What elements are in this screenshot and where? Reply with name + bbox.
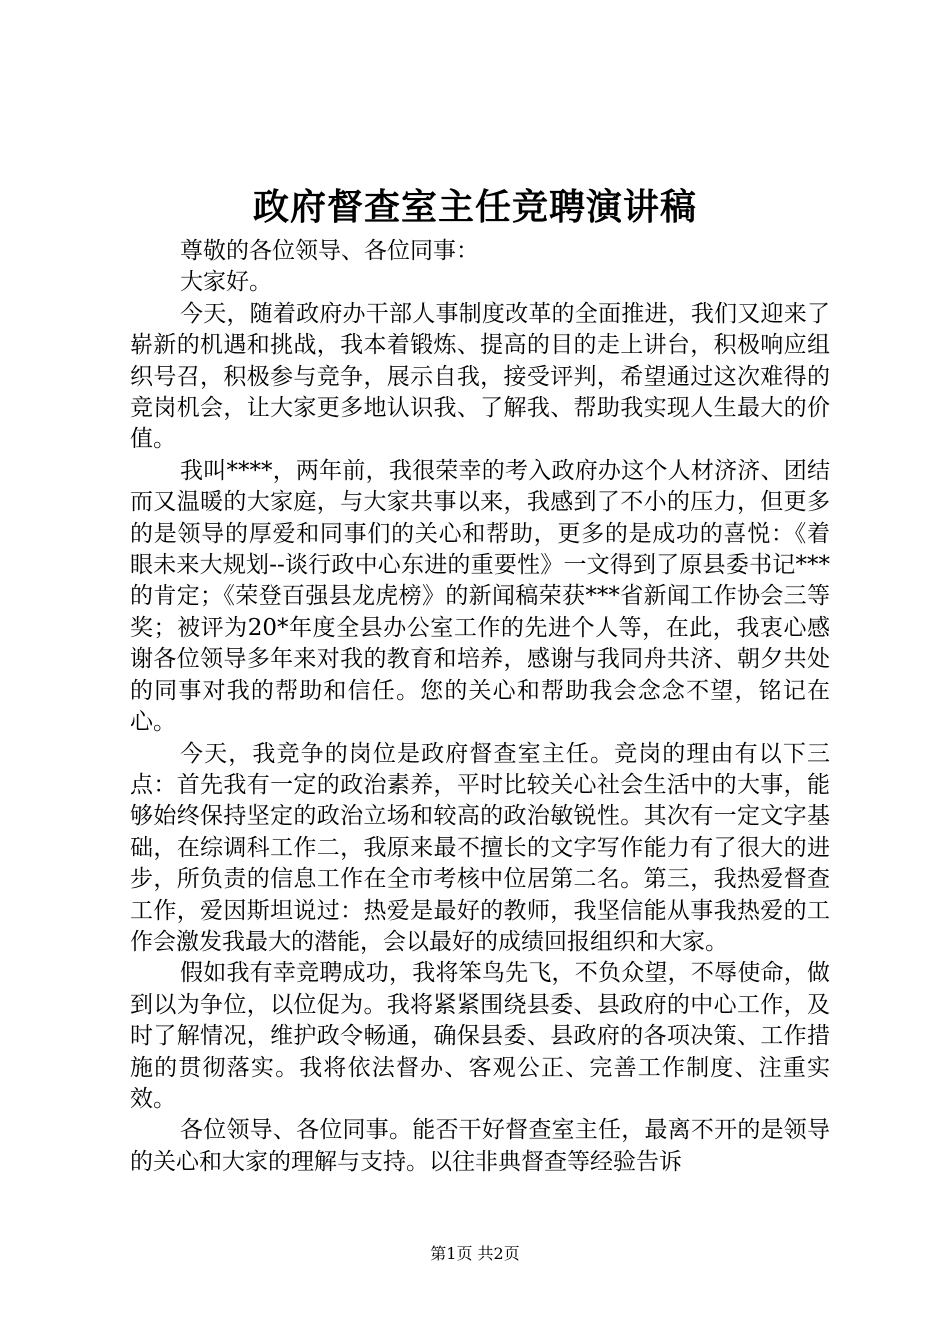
body-paragraph: 各位领导、各位同事。能否干好督查室主任，最离不开的是领导的关心和大家的理解与支持。以往非典督查等经验告诉 — [130, 1117, 830, 1175]
document-title: 政府督查室主任竞聘演讲稿 — [252, 186, 697, 228]
body-paragraph: 我叫****，两年前，我很荣幸的考入政府办这个人材济济、团结而又温暖的大家庭，与大家共事以来，我感到了不小的压力，但更多的是领导的厚爱和同事们的关心和帮助，更多的是成功的喜悦：《着眼未来大规划--谈行政中心东进的重要性》一文得到了原县委书记***的肯定；《荣登百强县龙虎榜》的新闻稿荣获***省新闻工作协会三等奖；被评为20*年度全县办公室工作的先进个人等，在此，我衷心感谢各位领导多年来对我的教育和培养，感谢与我同舟共济、朝夕共处的同事对我的帮助和信任。您的关心和帮助我会念念不望，铭记在心。 — [130, 457, 830, 736]
page-number-footer: 第1页 共2页 — [430, 1244, 520, 1263]
greeting-paragraph: 大家好。 — [180, 269, 272, 296]
salutation-paragraph: 尊敬的各位领导、各位同事： — [180, 238, 479, 264]
body-paragraph: 今天，我竞争的岗位是政府督查室主任。竞岗的理由有以下三点：首先我有一定的政治素养，平时比较关心社会生活中的大事，能够始终保持坚定的政治立场和较高的政治敏锐性。其次有一定文字基础，在综调科工作二，我原来最不擅长的文字写作能力有了很大的进步，所负责的信息工作在全市考核中位居第二名。第三，我热爱督查工作，爱因斯坦说过：热爱是最好的教师，我坚信能从事我热爱的工作会激发我最大的潜能，会以最好的成绩回报组织和大家。 — [130, 740, 830, 955]
document-body — [130, 236, 830, 1178]
body-paragraph: 今天，随着政府办干部人事制度改革的全面推进，我们又迎来了崭新的机遇和挑战，我本着锻炼、提高的目的走上讲台，积极响应组织号召，积极参与竞争，展示自我，接受评判，希望通过这次难得的竞岗机会，让大家更多地认识我、了解我、帮助我实现人生最大的价值。 — [130, 300, 830, 453]
body-paragraph: 假如我有幸竞聘成功，我将笨鸟先飞，不负众望，不辱使命，做到以为争位，以位促为。我将紧紧围绕县委、县政府的中心工作，及时了解情况，维护政令畅通，确保县委、县政府的各项决策、工作措施的贯彻落实。我将依法督办、客观公正、完善工作制度、注重实效。 — [130, 960, 830, 1112]
